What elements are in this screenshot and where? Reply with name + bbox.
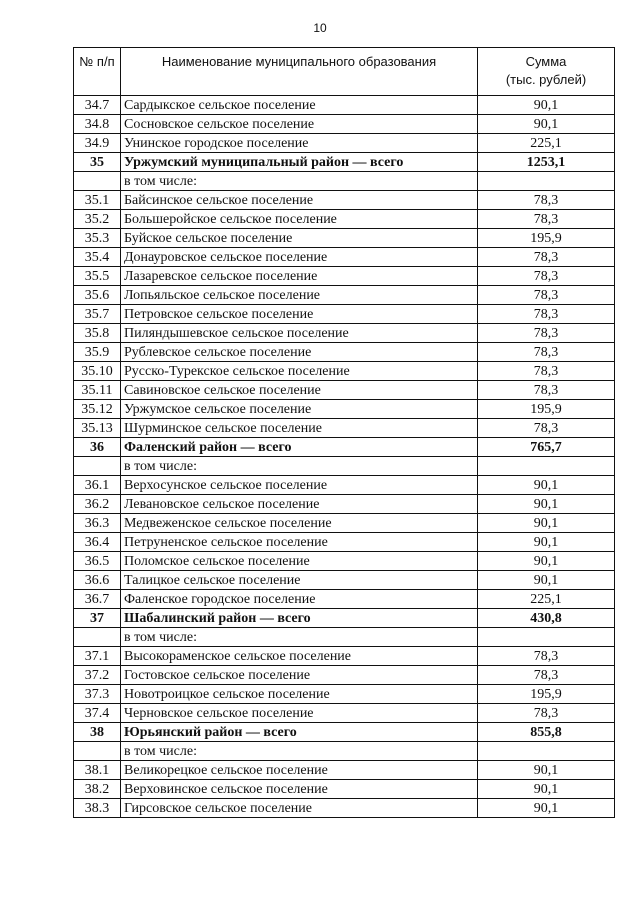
table-row-subheading — [74, 457, 615, 476]
row-number: 35.13 — [74, 419, 121, 438]
row-number: 36.3 — [74, 514, 121, 533]
row-number: 36.4 — [74, 533, 121, 552]
row-number: 35 — [74, 153, 121, 172]
municipality-name: Черновское сельское поселение — [121, 704, 478, 723]
row-number: 35.5 — [74, 267, 121, 286]
municipality-name: Поломское сельское поселение — [121, 552, 478, 571]
table-row — [74, 495, 615, 514]
page-number: 10 — [313, 21, 327, 35]
amount: 90,1 — [478, 495, 615, 514]
amount: 430,8 — [478, 609, 615, 628]
municipality-name: Левановское сельское поселение — [121, 495, 478, 514]
municipality-name: Уржумское сельское поселение — [121, 400, 478, 419]
table-row-subheading — [74, 172, 615, 191]
row-number — [74, 742, 121, 761]
amount: 78,3 — [478, 267, 615, 286]
municipality-name: Лопьяльское сельское поселение — [121, 286, 478, 305]
municipality-name: Талицкое сельское поселение — [121, 571, 478, 590]
allocation-table — [73, 47, 615, 818]
row-number: 38.1 — [74, 761, 121, 780]
row-number: 38.3 — [74, 799, 121, 818]
row-number: 35.9 — [74, 343, 121, 362]
table-row — [74, 552, 615, 571]
amount: 78,3 — [478, 210, 615, 229]
table-row — [74, 571, 615, 590]
row-number: 35.12 — [74, 400, 121, 419]
municipality-name: Донауровское сельское поселение — [121, 248, 478, 267]
municipality-name: Фаленское городское поселение — [121, 590, 478, 609]
row-number: 35.2 — [74, 210, 121, 229]
table-row — [74, 685, 615, 704]
table-row — [74, 210, 615, 229]
row-number: 35.1 — [74, 191, 121, 210]
amount — [478, 172, 615, 191]
table-row — [74, 647, 615, 666]
table-row-total — [74, 438, 615, 457]
row-number: 37.1 — [74, 647, 121, 666]
amount: 78,3 — [478, 343, 615, 362]
amount: 90,1 — [478, 761, 615, 780]
municipality-name: Сосновское сельское поселение — [121, 115, 478, 134]
row-number — [74, 457, 121, 476]
row-number: 36.5 — [74, 552, 121, 571]
amount: 1253,1 — [478, 153, 615, 172]
amount: 195,9 — [478, 400, 615, 419]
row-number: 35.3 — [74, 229, 121, 248]
amount: 90,1 — [478, 780, 615, 799]
municipality-name: Гирсовское сельское поселение — [121, 799, 478, 818]
amount — [478, 628, 615, 647]
header-sum-line2: (тыс. рублей) — [505, 72, 587, 87]
amount: 765,7 — [478, 438, 615, 457]
table-row — [74, 704, 615, 723]
amount: 78,3 — [478, 362, 615, 381]
row-number: 36.7 — [74, 590, 121, 609]
municipality-name: Новотроицкое сельское поселение — [121, 685, 478, 704]
row-number: 35.4 — [74, 248, 121, 267]
table-row — [74, 305, 615, 324]
header-num: № п/п — [74, 48, 121, 96]
amount: 90,1 — [478, 571, 615, 590]
table-body — [74, 96, 615, 818]
row-number: 37.3 — [74, 685, 121, 704]
table-row — [74, 96, 615, 115]
table-row-total — [74, 153, 615, 172]
row-number: 35.7 — [74, 305, 121, 324]
municipality-name: Савиновское сельское поселение — [121, 381, 478, 400]
municipality-name: Уржумский муниципальный район — всего — [121, 153, 478, 172]
amount: 225,1 — [478, 134, 615, 153]
table-row — [74, 780, 615, 799]
amount: 78,3 — [478, 704, 615, 723]
amount: 78,3 — [478, 286, 615, 305]
table-row — [74, 799, 615, 818]
table-row — [74, 419, 615, 438]
amount: 90,1 — [478, 476, 615, 495]
table-row — [74, 666, 615, 685]
table-row — [74, 134, 615, 153]
municipality-name: в том числе: — [121, 742, 478, 761]
municipality-name: Буйское сельское поселение — [121, 229, 478, 248]
table-row — [74, 514, 615, 533]
row-number: 35.11 — [74, 381, 121, 400]
amount: 78,3 — [478, 647, 615, 666]
municipality-name: в том числе: — [121, 457, 478, 476]
amount: 855,8 — [478, 723, 615, 742]
amount: 78,3 — [478, 381, 615, 400]
municipality-name: в том числе: — [121, 628, 478, 647]
municipality-name: Шурминское сельское поселение — [121, 419, 478, 438]
municipality-name: Лазаревское сельское поселение — [121, 267, 478, 286]
amount — [478, 457, 615, 476]
row-number: 37.4 — [74, 704, 121, 723]
municipality-name: Рублевское сельское поселение — [121, 343, 478, 362]
municipality-name: Пиляндышевское сельское поселение — [121, 324, 478, 343]
municipality-name: Верхосунское сельское поселение — [121, 476, 478, 495]
amount: 90,1 — [478, 552, 615, 571]
municipality-name: Высокораменское сельское поселение — [121, 647, 478, 666]
row-number: 38.2 — [74, 780, 121, 799]
municipality-name: Великорецкое сельское поселение — [121, 761, 478, 780]
amount: 78,3 — [478, 305, 615, 324]
row-number: 34.8 — [74, 115, 121, 134]
row-number: 37.2 — [74, 666, 121, 685]
table-row — [74, 381, 615, 400]
table-header — [74, 48, 615, 96]
amount: 90,1 — [478, 799, 615, 818]
header-sum-line1: Сумма — [525, 54, 567, 69]
municipality-name: Юрьянский район — всего — [121, 723, 478, 742]
amount: 90,1 — [478, 533, 615, 552]
amount: 195,9 — [478, 685, 615, 704]
amount: 90,1 — [478, 115, 615, 134]
table-row — [74, 476, 615, 495]
table-row-subheading — [74, 628, 615, 647]
municipality-name: Унинское городское поселение — [121, 134, 478, 153]
table-row-total — [74, 609, 615, 628]
row-number: 36.6 — [74, 571, 121, 590]
row-number — [74, 628, 121, 647]
row-number: 38 — [74, 723, 121, 742]
amount — [478, 742, 615, 761]
row-number: 35.10 — [74, 362, 121, 381]
municipality-name: Верховинское сельское поселение — [121, 780, 478, 799]
row-number: 37 — [74, 609, 121, 628]
table-row — [74, 229, 615, 248]
table-row — [74, 248, 615, 267]
municipality-name: Петруненское сельское поселение — [121, 533, 478, 552]
municipality-name: Байсинское сельское поселение — [121, 191, 478, 210]
row-number: 35.6 — [74, 286, 121, 305]
header-name: Наименование муниципального образования — [121, 48, 478, 96]
municipality-name: Большеройское сельское поселение — [121, 210, 478, 229]
amount: 90,1 — [478, 96, 615, 115]
row-number: 36.1 — [74, 476, 121, 495]
table-row — [74, 533, 615, 552]
table-row — [74, 191, 615, 210]
row-number: 36.2 — [74, 495, 121, 514]
amount: 78,3 — [478, 191, 615, 210]
amount: 78,3 — [478, 666, 615, 685]
row-number: 34.7 — [74, 96, 121, 115]
municipality-name: Гостовское сельское поселение — [121, 666, 478, 685]
header-row — [74, 48, 615, 96]
table-row — [74, 362, 615, 381]
row-number: 34.9 — [74, 134, 121, 153]
amount: 78,3 — [478, 419, 615, 438]
municipality-name: Русско-Турекское сельское поселение — [121, 362, 478, 381]
table-row — [74, 590, 615, 609]
table-row — [74, 400, 615, 419]
municipality-name: Сардыкское сельское поселение — [121, 96, 478, 115]
amount: 78,3 — [478, 248, 615, 267]
header-sum — [478, 48, 615, 96]
table-row — [74, 115, 615, 134]
table-row — [74, 343, 615, 362]
table-row-total — [74, 723, 615, 742]
table-row — [74, 761, 615, 780]
municipality-name: Шабалинский район — всего — [121, 609, 478, 628]
row-number: 36 — [74, 438, 121, 457]
amount: 225,1 — [478, 590, 615, 609]
row-number: 35.8 — [74, 324, 121, 343]
table-row — [74, 267, 615, 286]
municipality-name: Петровское сельское поселение — [121, 305, 478, 324]
amount: 90,1 — [478, 514, 615, 533]
table-row — [74, 324, 615, 343]
municipality-name: Фаленский район — всего — [121, 438, 478, 457]
row-number — [74, 172, 121, 191]
table-row — [74, 286, 615, 305]
municipality-name: Медвеженское сельское поселение — [121, 514, 478, 533]
amount: 78,3 — [478, 324, 615, 343]
amount: 195,9 — [478, 229, 615, 248]
municipality-name: в том числе: — [121, 172, 478, 191]
table-row-subheading — [74, 742, 615, 761]
